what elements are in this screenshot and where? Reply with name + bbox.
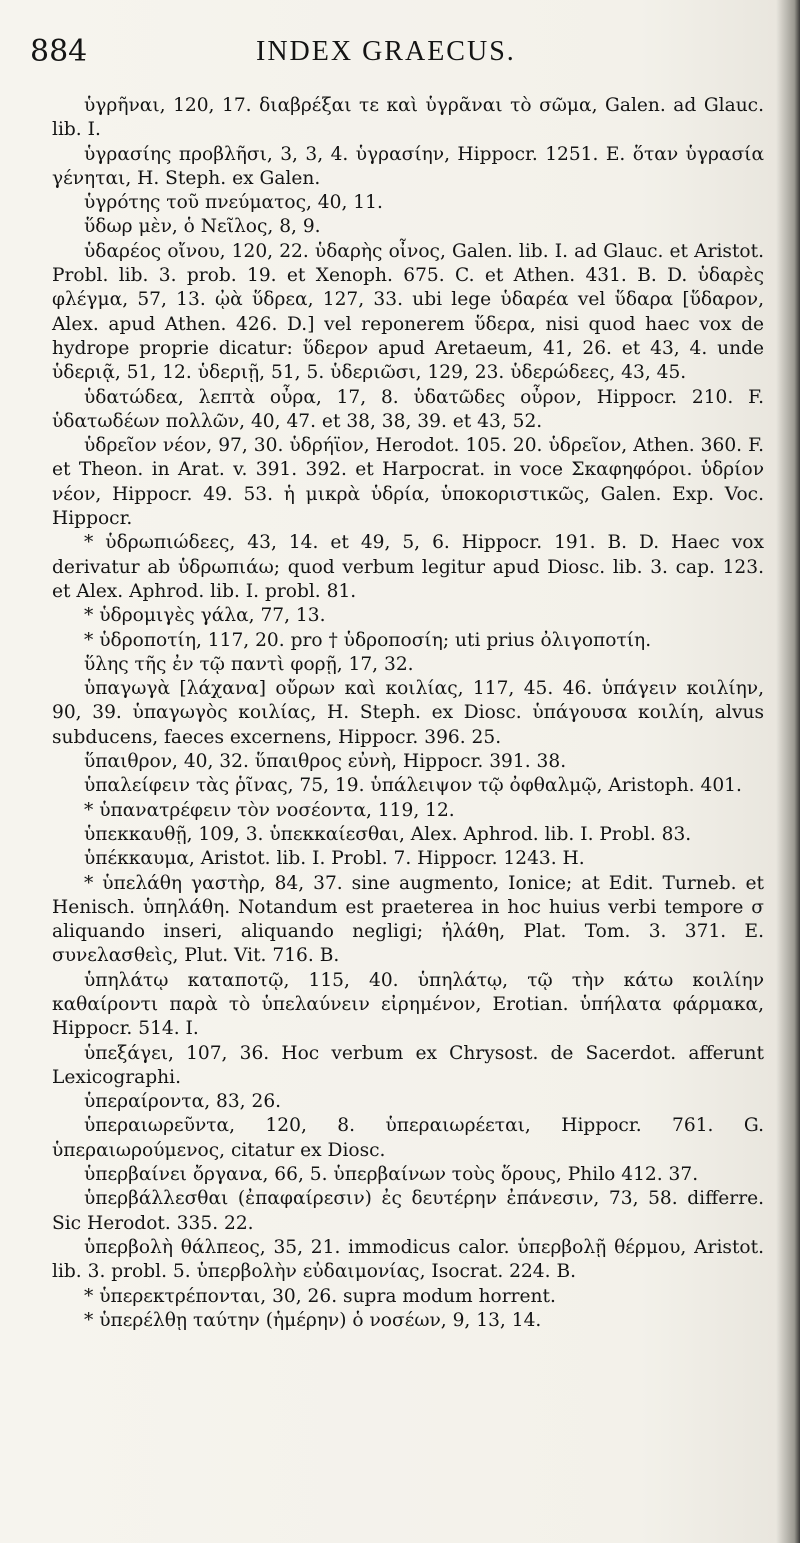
index-entry: ὑπερβάλλεσθαι (ἐπαφαίρεσιν) ἐς δευτέρην ἐπάνεσιν, 73, 58. differre. Sic Herodot. 335. 22. <box>52 1188 764 1234</box>
index-entry: ὑπεξάγει, 107, 36. Hoc verbum ex Chrysost. de Sacerdot. afferunt Lexicographi. <box>52 1042 764 1088</box>
page-header <box>0 28 800 78</box>
index-entry: ὑδατώδεα, λεπτὰ οὖρα, 17, 8. ὑδατῶδες οὖρον, Hippocr. 210. F. ὑδατωδέων πολλῶν, 40, 47. et 38, 38, 39. et 43, 52. <box>52 386 764 432</box>
index-entry: * ὑπερεκτρέπονται, 30, 26. supra modum horrent. <box>84 1285 556 1307</box>
index-entry: * ὑδροποτίη, 117, 20. pro † ὑδροποσίη; uti prius ὀλιγοποτίη. <box>84 629 652 651</box>
index-entry: * ὑπελάθη γαστὴρ, 84, 37. sine augmento, Ionice; at Edit. Turneb. et Henisch. ὑπηλάθη. Notandum est praeterea in hoc huius verbi tempore σ aliquando inseri, aliquando negligi; ἠλάθη, Plat. Tom. 3. 371. E. συνελασθεὶς, Plut. Vit. 716. B. <box>52 872 764 967</box>
index-entry: ὑπεραίροντα, 83, 26. <box>84 1091 282 1113</box>
index-entry: ὑπερβαίνει ὄργανα, 66, 5. ὑπερβαίνων τοὺς ὅρους, Philo 412. 37. <box>84 1164 699 1186</box>
index-entry: ὑπηλάτῳ καταποτῷ, 115, 40. ὑπηλάτῳ, τῷ τὴν κάτω κοιλίην καθαίροντι παρὰ τὸ ὑπελαύνειν εἰρημένον, Erotian. ὑπήλατα φάρμακα, Hippocr. 514. I. <box>52 969 764 1040</box>
index-entry: ὑπεκκαυθῇ, 109, 3. ὑπεκκαίεσθαι, Alex. Aphrod. lib. I. Probl. 83. <box>84 823 692 845</box>
index-entry: ὕδωρ μὲν, ὁ Νεῖλος, 8, 9. <box>84 216 321 238</box>
index-entry: ὑπεραιωρεῦντα, 120, 8. ὑπεραιωρέεται, Hippocr. 761. G. ὑπεραιωρούμενος, citatur ex Diosc. <box>52 1115 764 1161</box>
index-entry: ὕπαιθρον, 40, 32. ὕπαιθρος εὐνὴ, Hippocr. 391. 38. <box>84 751 567 773</box>
index-entry: ὑπαλείφειν τὰς ῥῖνας, 75, 19. ὑπάλειψον τῷ ὀφθαλμῷ, Aristoph. 401. <box>84 775 742 797</box>
index-entry: ὑπέκκαυμα, Aristot. lib. I. Probl. 7. Hippocr. 1243. H. <box>84 848 585 870</box>
index-entry: ὑδαρέος οἴνου, 120, 22. ὑδαρὴς οἶνος, Galen. lib. I. ad Glauc. et Aristot. Probl. lib. 3. prob. 19. et Xenoph. 675. C. et Athen. 431. B. D. ὑδαρὲς φλέγμα, 57, 13. ᾠὰ ὕδρεα, 127, 33. ubi lege ὑδαρέα vel ὕδαρα [ὕδαρον, Alex. apud Athen. 426. D.] vel reponerem ὕδερα, nisi quod haec vox de hydrope proprie dicatur: ὕδερον apud Aretaeum, 41, 26. et 43, 4. unde ὑδεριᾷ, 51, 12. ὑδεριῇ, 51, 5. ὑδεριῶσι, 129, 23. ὑδερώδεες, 43, 45. <box>52 240 764 384</box>
index-entry: ὕλης τῆς ἐν τῷ παντὶ φορῇ, 17, 32. <box>84 653 414 675</box>
index-entry: * ὑπανατρέφειν τὸν νοσέοντα, 119, 12. <box>84 799 455 821</box>
index-entries <box>52 94 764 1333</box>
index-entry: ὑδρεῖον νέον, 97, 30. ὑδρήϊον, Herodot. 105. 20. ὑδρεῖον, Athen. 360. F. et Theon. in Arat. v. 391. 392. et Harpocrat. in voce Σκαφηφόροι. ὑδρίον νέον, Hippocr. 49. 53. ἡ μικρὰ ὑδρία, ὑποκοριστικῶς, Galen. Exp. Voc. Hippocr. <box>52 435 764 530</box>
index-entry: ὑπαγωγὰ [λάχανα] οὔρων καὶ κοιλίας, 117, 45. 46. ὑπάγειν κοιλίην, 90, 39. ὑπαγωγὸς κοιλίας, H. Steph. ex Diosc. ὑπάγουσα κοιλίη, alvus subducens, faeces excernens, Hippocr. 396. 25. <box>52 678 764 748</box>
page-number: 884 <box>30 34 88 69</box>
index-entry: * ὑπερέλθῃ ταύτην (ἡμέρην) ὁ νοσέων, 9, 13, 14. <box>84 1309 542 1331</box>
index-entry: * ὑδρομιγὲς γάλα, 77, 13. <box>84 605 326 627</box>
running-title: INDEX GRAECUS. <box>256 36 516 67</box>
index-entry: ὑγρῆναι, 120, 17. διαβρέξαι τε καὶ ὑγρᾶναι τὸ σῶμα, Galen. ad Glauc. lib. I. <box>52 95 764 141</box>
index-entry: ὑπερβολὴ θάλπεος, 35, 21. immodicus calor. ὑπερβολῇ θέρμου, Aristot. lib. 3. probl. 5. ὑπερβολὴν εὐδαιμονίας, Isocrat. 224. B. <box>52 1236 764 1283</box>
index-entry: ὑγρασίης προβλῆσι, 3, 3, 4. ὑγρασίην, Hippocr. 1251. E. ὅταν ὑγρασία γένηται, H. Steph. ex Galen. <box>52 143 764 189</box>
index-entry: * ὑδρωπιώδεες, 43, 14. et 49, 5, 6. Hippocr. 191. B. D. Haec vox derivatur ab ὑδρωπιάω; quod verbum legitur apud Diosc. lib. 3. cap. 123. et Alex. Aphrod. lib. I. probl. 81. <box>52 532 764 602</box>
index-entry: ὑγρότης τοῦ πνεύματος, 40, 11. <box>84 192 383 214</box>
